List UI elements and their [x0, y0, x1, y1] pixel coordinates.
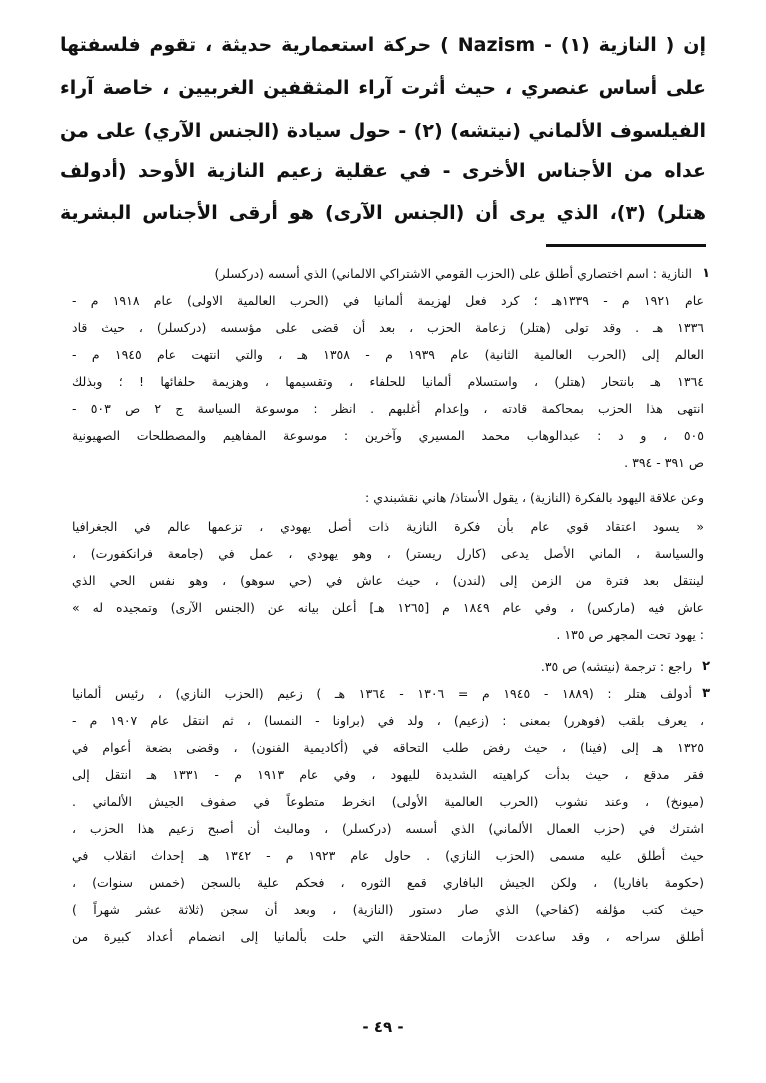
footnote-line: فقر مدقع ، حيث بدأت كراهيته الشديدة لليهود ، وفي عام ١٩١٣ م - ١٣٣١ هـ انتقل إلى	[72, 767, 704, 782]
footnote-line: انتهى هذا الحزب بمحاكمة قادته ، وإعدام أغلبهم . انظر : موسوعة السياسة ج ٢ ص ٥٠٣ -	[72, 401, 704, 416]
footnote-line: حيث كتب مؤلفه (كفاحي) الذي صار دستور (النازية) ، وبعد أن سجن (ثلاثة عشر شهراً )	[72, 902, 704, 917]
quote-line: عاش فيه (ماركس) ، وفي عام ١٨٤٩ م [١٢٦٥ هـ] أعلن بيانه عن (الجنس الآرى) وتمجيده له »	[72, 600, 704, 615]
main-text-line: عداه من الأجناس الأخرى - في عقلية زعيم النازية الأوحد (أدولف	[60, 160, 706, 182]
footnote-number: ١	[702, 266, 710, 281]
footnote-line: اشترك في (حزب العمال الألماني) الذي أسسه (دركسلر) ، ومالبث أن أصبح زعيم هذا الحزب ،	[72, 821, 704, 836]
quote-line: « يسود اعتقاد قوي عام بأن فكرة النازية ذات أصل يهودي ، تزعمها عالم في الجغرافيا	[72, 519, 704, 534]
quote-source: : يهود تحت المجهر ص ١٣٥ .	[556, 627, 704, 642]
footnote-divider	[546, 244, 706, 247]
footnote-line: أطلق سراحه ، وقد ساعدت الأزمات المتلاحقة التي حلت بألمانيا إلى انضمام أعداد كبيرة من	[72, 929, 704, 944]
footnote-line: ١٣٦٤ هـ بانتحار (هتلر) ، واستسلام ألمانيا للحلفاء ، وتقسيمها ، وهزيمة حلفائها ! ؛ وبذلك	[72, 374, 704, 389]
main-text-line: إن ( النازية (١) - Nazism ) حركة استعمارية حديثة ، تقوم فلسفتها	[60, 34, 706, 56]
footnote-line: أدولف هتلر : (١٨٨٩ - ١٩٤٥ م = ١٣٠٦ - ١٣٦٤ هـ ) زعيم (الحزب النازي) ، رئيس ألمانيا	[72, 686, 692, 701]
footnote-line: راجع : ترجمة (نيتشه) ص ٣٥.	[540, 659, 692, 674]
footnote-line: ١٣٣٦ هـ . وقد تولى (هتلر) زعامة الحزب ، بعد أن قضى على مؤسسه (دركسلر) ، حيث قاد	[72, 320, 704, 335]
footnote-line: عام ١٩٢١ م - ١٣٣٩هـ ؛ كرد فعل لهزيمة ألمانيا في (الحرب العالمية الاولى) عام ١٩١٨ م -	[72, 293, 704, 308]
footnote-number: ٣	[702, 686, 710, 701]
footnote-line: العالم إلى (الحرب العالمية الثانية) عام ١٩٣٩ م - ١٣٥٨ هـ ، والتي انتهت عام ١٩٤٥ م -	[72, 347, 704, 362]
footnote-line: النازية : اسم اختصاري أطلق على (الحزب القومي الاشتراكي الالماني) الذي أسسه (دركسلر)	[214, 266, 692, 281]
quote-line: والسياسة ، الماني الأصل يدعى (كارل ريستر) ، وهو يهودي ، عمل في (جامعة فرانكفورت) ،	[72, 546, 704, 561]
footnote-line: ، يعرف بلقب (فوهرر) بمعنى : (زعيم) ، ولد في (براونا - النمسا) ، ثم انتقل عام ١٩٠٧ م -	[72, 713, 704, 728]
footnote-number: ٢	[702, 659, 710, 674]
main-text-line: على أساس عنصري ، حيث أثرت آراء المثقفين الغربيين ، خاصة آراء	[60, 77, 706, 99]
main-text-line: الفيلسوف الألماني (نيتشه) (٢) - حول سيادة (الجنس الآري) على من	[60, 120, 706, 142]
footnote-line: (حكومة بافاريا) ، ولكن الجيش البافاري قمع الثوره ، فحكم علية بالسجن (خمس سنوات) ،	[72, 875, 704, 890]
footnote-line: حيث أطلق عليه مسمى (الحزب النازي) . حاول عام ١٩٢٣ م - ١٣٤٢ هـ إحداث انقلاب في	[72, 848, 704, 863]
footnote-line: ص ٣٩١ - ٣٩٤ .	[624, 455, 704, 470]
page-number: - ٤٩ -	[362, 1018, 404, 1036]
quote-intro: وعن علاقة اليهود بالفكرة (النازية) ، يقول الأستاذ/ هاني نقشبندي :	[365, 490, 704, 505]
footnote-line: ٥٠٥ ، و د : عبدالوهاب محمد المسيري وآخرين : موسوعة المفاهيم والمصطلحات الصهيونية	[72, 428, 704, 443]
footnote-line: ١٣٢٥ هـ إلى (فينا) ، حيث رفض طلب التحاقه في (أكاديمية الفنون) ، وقضى بضعة أعوام في	[72, 740, 704, 755]
footnote-line: (ميونخ) ، وعند نشوب (الحرب العالمية الأولى) انخرط متطوعاً في صفوف الجيش الألماني .	[72, 794, 704, 809]
quote-line: لينتقل بعد فترة من الزمن إلى (لندن) ، حيث عاش في (حي سوهو) ، وهو نفس الحي الذي	[72, 573, 704, 588]
main-text-line: هتلر) (٣)، الذي يرى أن (الجنس الآرى) هو أرقى الأجناس البشرية	[60, 202, 706, 224]
